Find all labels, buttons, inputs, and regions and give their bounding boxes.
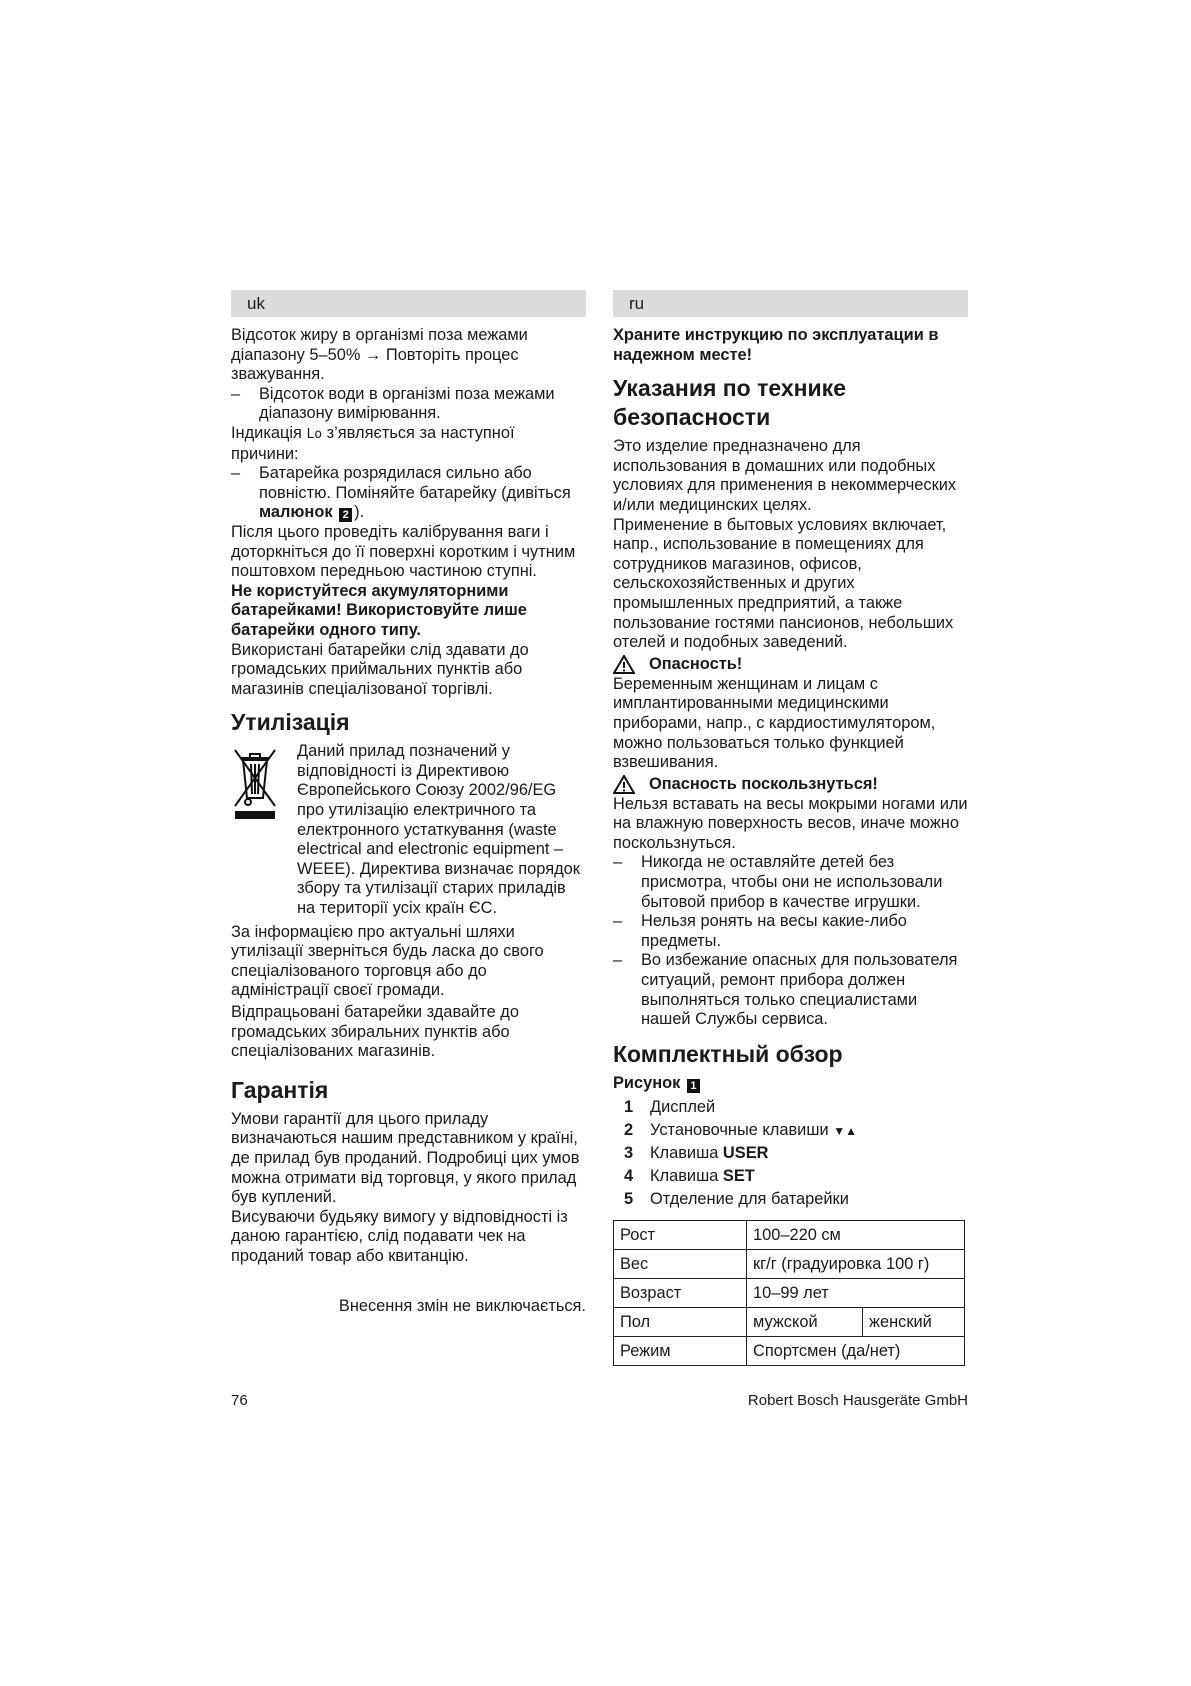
- paragraph: Після цього проведіть калібрування ваги і доторкніться до її поверхні коротким і чутним поштовхом передньою частиною ступні.: [231, 522, 576, 581]
- heading-warranty: Гарантія: [231, 1076, 329, 1103]
- dash-item: – Відсоток води в організмі поза межами діапазону вимірювання.: [231, 384, 555, 423]
- paragraph: Умови гарантії для цього приладу визначаються нашим представником у країні, де прилад був проданий. Подробиці цих умов можна отримати від торговця, у якого прилад був куплений.: [231, 1109, 580, 1207]
- paragraph: Відсоток жиру в організмі поза межами діапазону 5–50% → Повторіть процес зважування.: [231, 326, 528, 384]
- paragraph: Індикація Lo з’являється за наступної причини:: [231, 423, 515, 463]
- lo-indicator: Lo: [306, 426, 323, 442]
- crossed-bin-icon: [231, 742, 297, 918]
- heading-disposal: Утилізація: [231, 709, 350, 736]
- paragraph: Висуваючи будьяку вимогу у відповідності із даною гарантією, слід подавати чек на проданий товар або квитанцію.: [231, 1207, 568, 1265]
- dash-item: – Никогда не оставляйте детей без присмотра, чтобы они не использовали бытовой прибор в качестве игрушки.: [613, 853, 943, 911]
- components-list: [613, 1096, 968, 1211]
- paragraph: Применение в бытовых условиях включает, напр., использование в помещениях для сотрудников магазинов, офисов, сельскохозяйственных и других промышленных предприятий, а также пользование гостями пансионов, небольших отелей и подобных заведений.: [613, 515, 954, 652]
- paragraph: Это изделие предназначено для использования в домашних или подобных условиях для применения в некоммерческих и/или медицинских целях.: [613, 437, 957, 514]
- heading-safety: Указания по технике безопасности: [613, 375, 846, 431]
- table-row: Режим Спортсмен (да/нет): [614, 1337, 965, 1366]
- slip-warning: Опасность поскользнуться!: [613, 774, 968, 795]
- dash-item: – Батарейка розрядилася сильно або повністю. Поміняйте батарейку (дивіться малюнок 2 ).: [231, 464, 571, 522]
- weee-block: [231, 742, 586, 918]
- figure-label: Рисунок 1: [613, 1074, 968, 1094]
- list-item: 1 Дисплей: [624, 1098, 716, 1117]
- warning-triangle-icon: [613, 655, 635, 674]
- language-bar-ru: ru: [613, 290, 968, 317]
- table-row: Пол мужской женский: [614, 1308, 965, 1337]
- arrow-keys-icon: ▼▲: [833, 1124, 857, 1139]
- paragraph: Відпрацьовані батарейки здавайте до громадських збиральних пунктів або спеціалізованих магазинів.: [231, 1003, 519, 1061]
- page-number: 76: [231, 1392, 248, 1409]
- list-item: 5 Отделение для батарейки: [624, 1190, 849, 1209]
- company-name: Robert Bosch Hausgeräte GmbH: [747, 1392, 968, 1409]
- dash-item: – Нельзя ронять на весы какие-либо предметы.: [613, 912, 907, 950]
- list-item: 3 Клавиша USER: [624, 1144, 769, 1163]
- column-ru: [613, 290, 968, 1366]
- column-uk: [231, 290, 586, 1316]
- changes-note: Внесення змін не виключається.: [338, 1296, 586, 1315]
- figure-number-badge: 2: [339, 508, 352, 522]
- table-row: Вес кг/г (градуировка 100 г): [614, 1250, 965, 1279]
- danger-warning: Опасность!: [613, 654, 968, 675]
- spec-table: [613, 1220, 965, 1366]
- paragraph: Нельзя вставать на весы мокрыми ногами или на влажную поверхность весов, иначе можно поскользнуться.: [613, 794, 968, 852]
- figure-number-badge: 1: [687, 1079, 700, 1093]
- paragraph: Використані батарейки слід здавати до громадських приймальних пунктів або магазинів спеціалізованої торгівлі.: [231, 640, 529, 698]
- dash-item: – Во избежание опасных для пользователя ситуаций, ремонт прибора должен выполняться только специалистами нашей Службы сервиса.: [613, 951, 958, 1029]
- weee-text: Даний прилад позначений у відповідності із Директивою Європейського Союзу 2002/96/EG про утилізацію електричного та електронного устаткування (waste electrical and electronic equipment – WEEE). Директива визначає порядок збору та утилізації старих приладів на території усіх країн ЄС.: [297, 742, 580, 918]
- list-item: 4 Клавиша SET: [624, 1167, 755, 1186]
- language-bar-uk: uk: [231, 290, 586, 317]
- bold-warning: Не користуйтеся акумуляторними батарейками! Використовуйте лише батарейки одного типу.: [231, 581, 527, 639]
- keep-instructions: Храните инструкцию по эксплуатации в надежном месте!: [613, 326, 939, 364]
- paragraph: Беременным женщинам и лицам с имплантированными медицинскими приборами, напр., с кардиостимулятором, можно пользоваться только функцией взвешивания.: [613, 674, 936, 772]
- list-item: 2 Установочные клавиши ▼▲: [624, 1121, 857, 1140]
- warning-triangle-icon: [613, 775, 635, 794]
- heading-overview: Комплектный обзор: [613, 1040, 843, 1067]
- table-row: Рост 100–220 см: [614, 1221, 965, 1250]
- paragraph: За інформацією про актуальні шляхи утилізації зверніться будь ласка до свого спеціалізованого торговця або до адміністрації своєї громади.: [231, 922, 544, 1000]
- table-row: Возраст 10–99 лет: [614, 1279, 965, 1308]
